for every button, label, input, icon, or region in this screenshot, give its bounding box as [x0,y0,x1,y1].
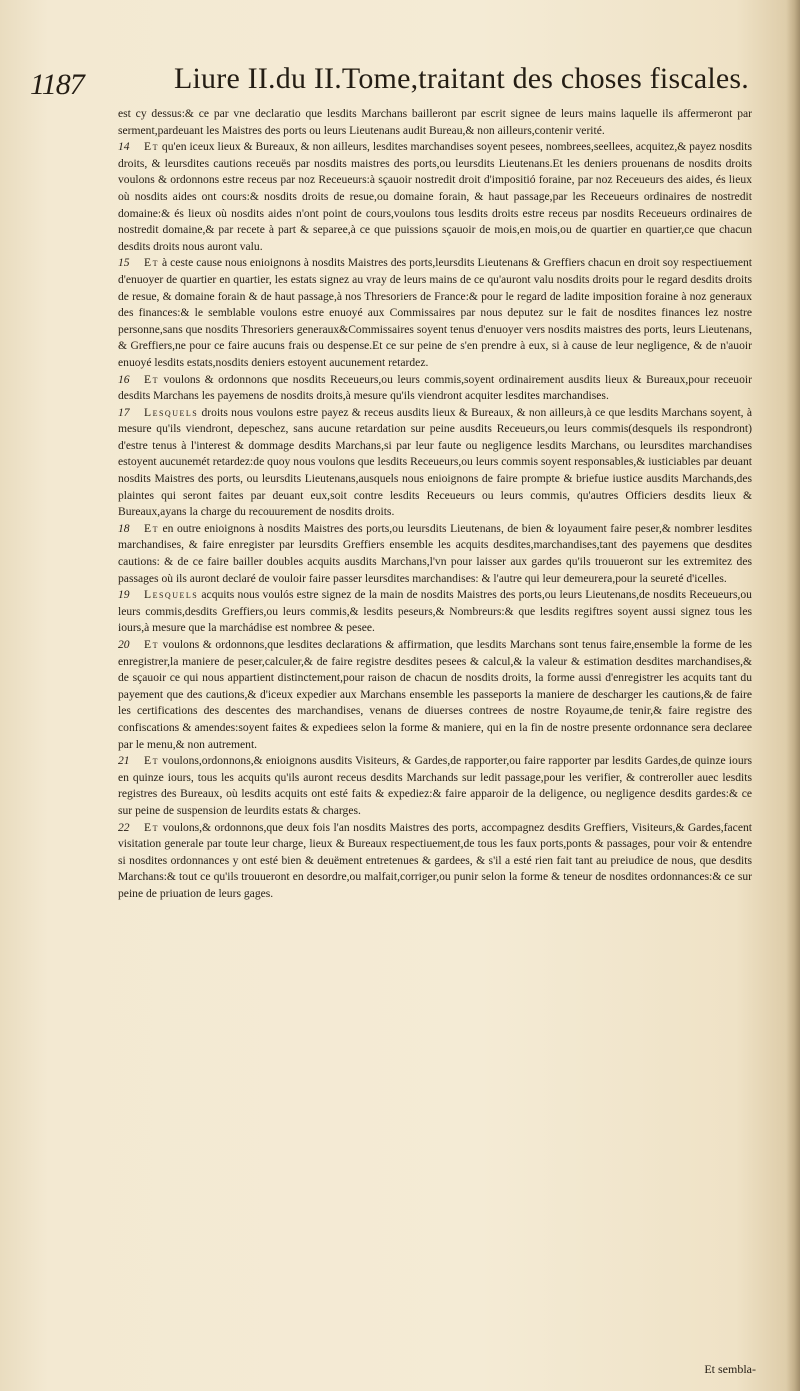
article-number: 17 [118,405,130,419]
paragraph-text: voulons & ordonnons,que lesdites declarations & affirmation, que lesdits Marchans sont tenus faire,ensemble la forme de les enregistrer,la maniere de peser,calculer,& de faire registre desdites pesees & calcul,& la valeur & estimation desdites marchandises,& de sçauoir ce qui nous appartient distinctement,pour raison de chacun de nosdits droits, la forme aussi d'enregistrer les acquits tant du payement que des cautions,& d'iceux expedier aux Marchans ensemble les passeports la maniere de descharger les cautions,& de faire les certifications des descentes des marchandises, venans de diuerses contrees de nostre Royaume,de tenir,& faire registre des confiscations & amendes:soyent faites & expediees selon la forme & maniere, qui en la fin de nostre presente ordonnance sera declaree par le menu,& non autrement. [118,638,752,751]
paragraph [118,637,752,753]
article-number: 19 [118,588,130,602]
paragraph-text: voulons,ordonnons,& enioignons ausdits Visiteurs, & Gardes,de rapporter,ou faire rapporter par lesdits Gardes,de quinze iours en quinze iours, tous les acquits qu'ils auront receus desdits Marchands sur ledit passage,pour les verifier, & contreroller auec lesdits registres des Bureaux, où lesdits acquits ont esté faits & expediez:& faire apparoir de la deligence, ou negligence desdits gardes:& ce sur peine de suspension de leurdits estats & charges. [118,754,752,817]
paragraph [118,106,752,139]
paragraph [118,372,752,405]
lead-word: Et [144,521,159,535]
paragraph [118,139,752,255]
folio-number: 1187 [30,68,84,101]
page-title: Liure II.du II.Tome,traitant des choses fiscales. [174,62,749,95]
paragraph-text: à ceste cause nous enioignons à nosdits Maistres des ports,leursdits Lieutenans & Greffiers chacun en droit soy respectiuement d'enuoyer de quartier en quartier, les estats signez au vray de leurs mains de ce qu'auront valu nosdits droits pour le regard desdits droits de resue, & domaine forain & de haut passage,à nos Thresoriers de France:& pour le regard de ladite imposition foraine à noz generaux des finances:& le semblable voulons estre enuoyé aux Commissaires par nous deputez sur le fait de nosdites finances lez nostre personne,sans que nosdits Thresoriers generaux&Commissaires soyent tenus d'enuoyer vers nosdits maistres des ports, leurs Lieutenans, & Greffiers,ne pour ce faire aucuns frais ou despense.Et ce sur peine de s'en prendre à eux, si à cause de leur negligence, & de n'auoir enuoyé lesdits estats,nosdits deniers estoyent aucunement retardez. [118,256,752,369]
lead-word: Et [144,140,159,154]
article-number: 18 [118,521,130,535]
paragraph [118,820,752,903]
lead-word: Et [144,754,159,768]
lead-word: Et [144,820,159,834]
running-head [30,62,749,106]
paragraph [118,521,752,587]
article-number: 21 [118,754,130,768]
paragraph [118,587,752,637]
article-number: 14 [118,140,130,154]
lead-word: Et [144,256,159,270]
paragraph-text: est cy dessus:& ce par vne declaratio que lesdits Marchans bailleront par escrit signee de leurs mains laquelle ils affermeront par serment,pardeuant les Maistres des ports ou leurs Lieutenans audit Bureau,& non ailleurs,contenir verité. [118,107,752,137]
page-edge-shadow [786,0,800,1391]
paragraph [118,255,752,371]
article-number: 20 [118,638,130,651]
article-number: 22 [118,820,130,834]
paragraph-text: en outre enioignons à nosdits Maistres des ports,ou leursdits Lieutenans, de bien & loyaument faire peser,& nombrer lesdites marchandises, & faire enregister par leursdits Greffiers ensemble les acquits desdites,marchandises,tant des payemens que desdites cautions: & de ce faire bailler doubles acquits ausdits Marchans,l'vn pour laisser aux gardes qu'ils trouueront sur les extremitez des passages où ils auront declaré de vouloir faire passer leursdites marchandises: & l'autre qui leur demeurera,pour la seureté d'icelles. [118,521,752,585]
paragraph-text: voulons & ordonnons que nosdits Receueurs,ou leurs commis,soyent ordinairement ausdits lieux & Bureaux,pour receuoir desdits Marchans les payemens de nosdits droits,à mesure qu'ils viendront acquiter lesdites marchandises. [118,372,752,403]
paragraph-text: acquits nous voulós estre signez de la main de nosdits Maistres des ports,ou leurs Lieutenans,de nosdits Receueurs,ou leurs commis,desdits Greffiers,ou leurs commis,& lesdits peseurs,& Nombreurs:& que lesdits regiftres soyent aussi signez tous les iours,à mesure que la marchádise est nombree & pesee. [118,588,752,635]
lead-word: Et [144,372,159,386]
catchword: Et sembla- [704,1362,756,1376]
paragraph-text: qu'en iceux lieux & Bureaux, & non ailleurs, lesdites marchandises soyent pesees, nombrees,seellees, acquitez,& payez nosdits droits, & leursdites cautions receuës par nosdits maistres des ports,ou leursdits Lieutenans.Et les deniers prouenans de nosdits droits voulons & ordonnons estre receus par noz Receueurs:à sçauoir nostredit droit d'impositió foraine, par noz Receueurs des aides, és lieux où nosdits aides ont cours:& nosdits droits de resue,ou domaine forain, & haut passage,par les Receueurs ordinaires de nostredit domaine:& és lieux où nosdits aides n'ont point de cours,voulons tous lesdits droits estre receus par nosdits Receueurs ordinaires de nostredit domaine,& par recete à part & separee,à ce que puissions sçauoir de mois,en mois,ou de quartier en quartier,ce que chacun desdits droits nous auront valu. [118,140,752,253]
lead-word: Et [144,638,159,651]
lead-word: Lesquels [144,405,199,419]
paragraph-text: voulons,& ordonnons,que deux fois l'an nosdits Maistres des ports, accompagnez desdits Greffiers, Visiteurs,& Gardes,facent visitation generale par toute leur charge, lieux & Bureaux respectiuement,de tous les faux ports,ponts & passages, pour voir & entendre si nosdites ordonnances y ont esté bien & deuëment entretenues & gardees, & s'il a esté rien fait tant au preiudice de nous, que desdits Marchans:& tout ce qu'ils trouueront en desordre,ou malfait,corriger,ou punir selon la forme & teneur de nosdites ordonnances:& ce sur peine de priuation de leurs gages. [118,820,752,900]
paragraph [118,405,752,521]
paragraph-text: droits nous voulons estre payez & receus ausdits lieux & Bureaux, & non ailleurs,à ce que lesdits Marchans soyent, à mesure qu'ils viendront, depeschez, sans aucune retardation sur peine ausdits Receueurs,ou leurs commis(desquels ils respondront) d'estre tenus à l'interest & dommage desdits Marchans,si par leur faute ou negligence lesdits Marchans, ou leursdites marchandises estoyent aucunemét retardez:de quoy nous voulons que lesdits Receueurs,ou leurs commis soyent responsables,& iusticiables par deuant nosdits Maistres des ports, ou leursdits Lieutenans,ausquels nous enioignons de faire prompte & briefue iustice ausdits Marchands,des plaintes qui seront faites par deuant eux,soit contre lesdits Receueurs ou leurs commis, qu'autres Officiers desdits lieux & Bureaux,ayans la charge du recouurement de nosdits droits. [118,405,752,519]
article-number: 15 [118,256,130,270]
paragraph [118,753,752,819]
article-number: 16 [118,372,130,386]
body-text [118,106,752,903]
lead-word: Lesquels [144,588,199,602]
